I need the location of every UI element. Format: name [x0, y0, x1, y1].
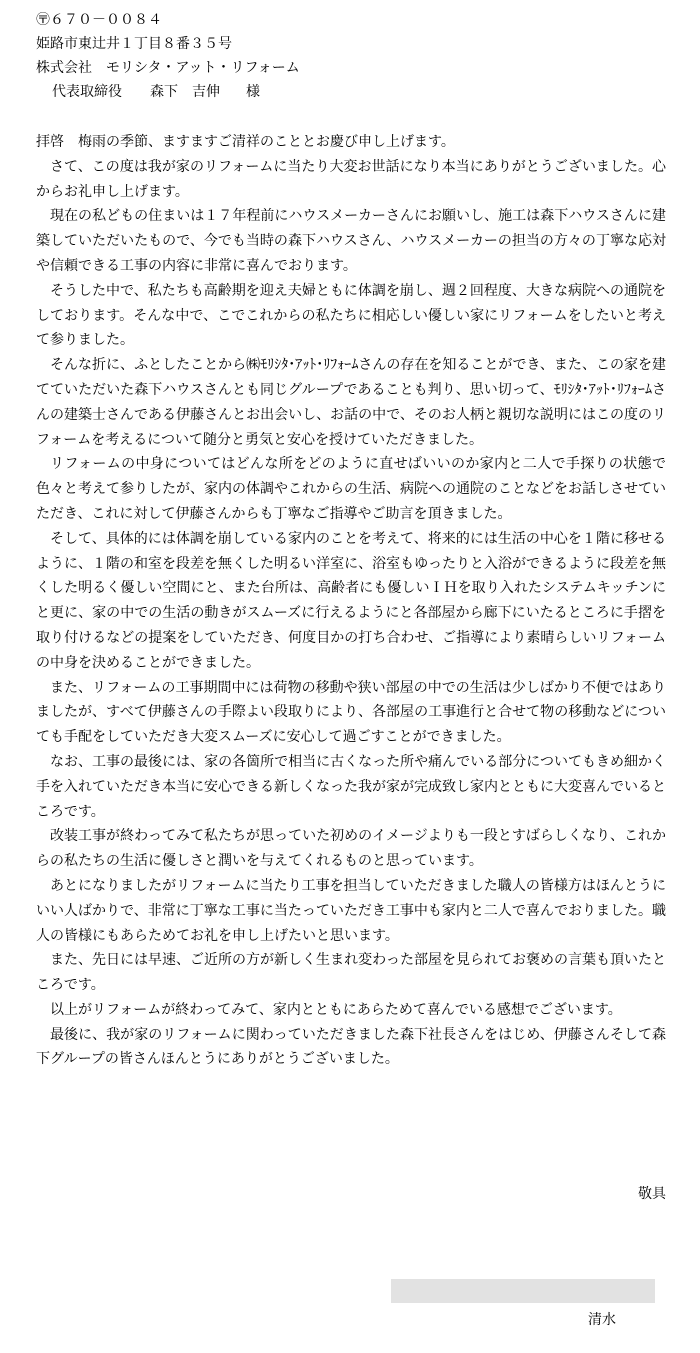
- body-paragraph: さて、この度は我が家のリフォームに当たり大変お世話になり本当にありがとうございました。心からお礼申し上げます。: [36, 158, 666, 200]
- body-paragraph: そして、具体的には体調を崩している家内のことを考えて、将来的には生活の中心を１階に移せるように、１階の和室を段差を無くした明るい洋室に、浴室もゆったりと入浴ができるように段差を無くした明るく優しい空間にと、また台所は、高齢者にも優しいＩＨを取り入れたシステムキッチンにと更に、家の中での生活の動きがスムーズに行えるようにと各部屋から廊下にいたるところに手摺を取り付けるなどの提案をしていただき、何度目かの打ち合わせ、ご指導により素晴らしいリフォームの中身を決めることができました。: [36, 530, 666, 671]
- recipient-address-block: [36, 8, 676, 104]
- company-name: モリシタ・アット・リフォーム: [106, 60, 300, 76]
- body-paragraph: そうした中で、私たちも高齢期を迎え夫婦ともに体調を崩し、週２回程度、大きな病院への通院をしております。そんな中で、こでこれからの私たちに相応しい優しい家にリフォームをしたいと考えて参りました。: [36, 282, 666, 349]
- body-paragraph: そんな折に、ふとしたことから㈱ﾓﾘｼﾀ･ｱｯﾄ･ﾘﾌｫｰﾑさんの存在を知ることができ、また、この家を建てていただいた森下ハウスさんとも同じグループであることも判り、思い切って、ﾓﾘｼﾀ･ｱｯﾄ･ﾘﾌｫｰﾑさんの建築士さんである伊藤さんとお出会いし、お話の中で、そのお人柄と親切な説明にはこの度のリフォームを考えるについて随分と勇気と安心を授けていただきました。: [36, 357, 666, 448]
- body-paragraph: 以上がリフォームが終わってみて、家内とともにあらためて喜んでいる感想でございます。: [50, 1001, 622, 1018]
- company-line: [36, 56, 676, 80]
- letter-body: [36, 130, 666, 1072]
- body-paragraph: なお、工事の最後には、家の各箇所で相当に古くなった所や痛んでいる部分についてもきめ細かく手を入れていただき本当に安心できる新しくなった我が家が完成致し家内とともに大変喜んでいるところです。: [36, 753, 666, 820]
- sender-signature: 清水: [588, 1312, 616, 1328]
- body-paragraph: あとになりましたがリフォームに当たり工事を担当していただきました職人の皆様方はほんとうにいい人ばかりで、非常に丁寧な工事に当たっていただき工事中も家内と二人で喜んでおりました。職人の皆様にもあらためてお礼を申し上げたいと思います。: [36, 877, 666, 944]
- recipient-name: 森下 吉伸: [150, 84, 220, 100]
- recipient-title: 代表取締役: [52, 84, 122, 100]
- address-city: 姫路市東辻井１丁目８番３５号: [36, 36, 232, 52]
- redaction-bar: [391, 1279, 655, 1303]
- postal-code: 〶６７０－００８４: [36, 12, 162, 28]
- recipient-line: [36, 80, 676, 104]
- body-paragraph: 改装工事が終わってみて私たちが思っていた初めのイメージよりも一段とすばらしくなり、これからの私たちの生活に優しさと潤いを与えてくれるものと思っています。: [36, 828, 666, 870]
- recipient-honorific: 様: [246, 84, 260, 100]
- body-paragraph: また、先日には早速、ご近所の方が新しく生まれ変わった部屋を見られてお褒めの言葉も頂いたところです。: [36, 952, 666, 994]
- letter-closing: 敬具: [638, 1186, 666, 1202]
- body-paragraph: 現在の私どもの住まいは１７年程前にハウスメーカーさんにお願いし、施工は森下ハウスさんに建築していただいたもので、今でも当時の森下ハウスさん、ハウスメーカーの担当の方々の丁寧な応対や信頼できる工事の内容に非常に喜んでおります。: [36, 208, 666, 274]
- body-paragraph: 最後に、我が家のリフォームに関わっていただきました森下社長さんをはじめ、伊藤さんそして森下グループの皆さんほんとうにありがとうございました。: [36, 1026, 666, 1068]
- body-paragraph: リフォームの中身についてはどんな所をどのように直せばいいのか家内と二人で手探りの状態で色々と考えて参りしたが、家内の体調やこれからの生活、病院への通院のことなどをお話しさせていただき、これに対して伊藤さんからも丁寧なご指導やご助言を頂きました。: [36, 456, 666, 522]
- body-paragraph: また、リフォームの工事期間中には荷物の移動や狭い部屋の中での生活は少しばかり不便ではありましたが、すべて伊藤さんの手際よい段取りにより、各部屋の工事進行と合せて物の移動などについても手配をしていただき大変スムーズに安心して過ごすことができました。: [36, 679, 666, 746]
- company-prefix: 株式会社: [36, 60, 92, 76]
- letter-greeting: 拝啓 梅雨の季節、ますますご清祥のこととお慶び申し上げます。: [36, 134, 455, 150]
